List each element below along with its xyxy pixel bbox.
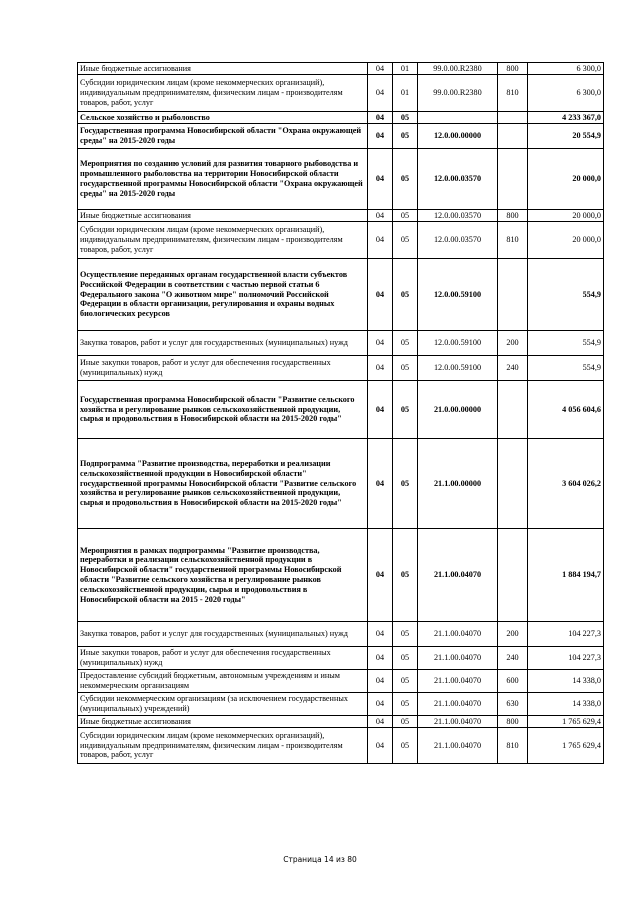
table-row <box>78 716 604 728</box>
item-name-cell: Субсидии юридическим лицам (кроме некоммерческих организаций), индивидуальным предпринимателям, физическим лицам - производителям товаров, работ, услуг <box>78 728 368 764</box>
table-row <box>78 647 604 670</box>
expense-type-cell: 240 <box>498 647 528 670</box>
subsection-code-cell: 05 <box>393 693 418 716</box>
amount-cell: 20 554,9 <box>528 124 604 149</box>
subsection-code-cell: 01 <box>393 75 418 112</box>
section-code-cell: 04 <box>368 112 393 124</box>
amount-cell: 554,9 <box>528 356 604 381</box>
table-row <box>78 112 604 124</box>
item-name-cell: Мероприятия в рамках подпрограммы "Развитие производства, переработки и реализации сельскохозяйственной продукции в Новосибирской области" государственной программы Новосибирской области "Развитие сельского хозяйства и регулирование рынков сельскохозяйственной продукции, сырья и продовольствия в Новосибирской области на 2015 - 2020 годы" <box>78 529 368 622</box>
target-article-cell: 21.1.00.04070 <box>418 529 498 622</box>
amount-cell: 1 765 629,4 <box>528 716 604 728</box>
expense-type-cell <box>498 149 528 210</box>
amount-cell: 104 227,3 <box>528 647 604 670</box>
target-article-cell: 12.0.00.03570 <box>418 210 498 222</box>
subsection-code-cell: 05 <box>393 647 418 670</box>
expense-type-cell <box>498 124 528 149</box>
table-row <box>78 331 604 356</box>
section-code-cell: 04 <box>368 356 393 381</box>
section-code-cell: 04 <box>368 75 393 112</box>
target-article-cell: 21.1.00.04070 <box>418 647 498 670</box>
subsection-code-cell: 05 <box>393 222 418 259</box>
expense-type-cell <box>498 112 528 124</box>
amount-cell: 6 300,0 <box>528 63 604 75</box>
subsection-code-cell: 05 <box>393 210 418 222</box>
expense-type-cell: 800 <box>498 210 528 222</box>
item-name-cell: Иные бюджетные ассигнования <box>78 210 368 222</box>
target-article-cell: 12.0.00.59100 <box>418 331 498 356</box>
section-code-cell: 04 <box>368 670 393 693</box>
expense-type-cell: 810 <box>498 728 528 764</box>
section-code-cell: 04 <box>368 210 393 222</box>
expense-type-cell <box>498 439 528 529</box>
page-footer: Страница 14 из 80 <box>283 855 357 864</box>
amount-cell: 1 884 194,7 <box>528 529 604 622</box>
subsection-code-cell: 05 <box>393 356 418 381</box>
table-row <box>78 210 604 222</box>
subsection-code-cell: 05 <box>393 381 418 439</box>
section-code-cell: 04 <box>368 124 393 149</box>
subsection-code-cell: 05 <box>393 331 418 356</box>
item-name-cell: Иные бюджетные ассигнования <box>78 63 368 75</box>
subsection-code-cell: 05 <box>393 728 418 764</box>
table-row <box>78 356 604 381</box>
target-article-cell: 99.0.00.R2380 <box>418 63 498 75</box>
target-article-cell: 21.1.00.04070 <box>418 622 498 647</box>
target-article-cell: 21.1.00.04070 <box>418 728 498 764</box>
subsection-code-cell: 05 <box>393 622 418 647</box>
table-row <box>78 149 604 210</box>
amount-cell: 104 227,3 <box>528 622 604 647</box>
amount-cell: 4 056 604,6 <box>528 381 604 439</box>
section-code-cell: 04 <box>368 693 393 716</box>
target-article-cell: 12.0.00.00000 <box>418 124 498 149</box>
section-code-cell: 04 <box>368 622 393 647</box>
section-code-cell: 04 <box>368 63 393 75</box>
amount-cell: 4 233 367,0 <box>528 112 604 124</box>
item-name-cell: Закупка товаров, работ и услуг для государственных (муниципальных) нужд <box>78 331 368 356</box>
item-name-cell: Субсидии некоммерческим организациям (за исключением государственных (муниципальных) учреждений) <box>78 693 368 716</box>
expense-type-cell: 810 <box>498 75 528 112</box>
expense-type-cell: 240 <box>498 356 528 381</box>
expense-type-cell: 200 <box>498 331 528 356</box>
subsection-code-cell: 05 <box>393 124 418 149</box>
item-name-cell: Субсидии юридическим лицам (кроме некоммерческих организаций), индивидуальным предпринимателям, физическим лицам - производителям товаров, работ, услуг <box>78 222 368 259</box>
expense-type-cell <box>498 259 528 331</box>
item-name-cell: Закупка товаров, работ и услуг для государственных (муниципальных) нужд <box>78 622 368 647</box>
section-code-cell: 04 <box>368 439 393 529</box>
target-article-cell: 12.0.00.03570 <box>418 222 498 259</box>
amount-cell: 20 000,0 <box>528 149 604 210</box>
expense-type-cell: 810 <box>498 222 528 259</box>
target-article-cell: 21.1.00.00000 <box>418 439 498 529</box>
expense-type-cell: 800 <box>498 63 528 75</box>
target-article-cell: 12.0.00.59100 <box>418 259 498 331</box>
section-code-cell: 04 <box>368 331 393 356</box>
section-code-cell: 04 <box>368 728 393 764</box>
item-name-cell: Подпрограмма "Развитие производства, переработки и реализации сельскохозяйственной продукции в Новосибирской области" государственной программы Новосибирской области "Развитие сельского хозяйства и регулирование рынков сельскохозяйственной продукции, сырья и продовольствия в Новосибирской области на 2015-2020 годы" <box>78 439 368 529</box>
item-name-cell: Иные закупки товаров, работ и услуг для обеспечения государственных (муниципальных) нужд <box>78 647 368 670</box>
subsection-code-cell: 05 <box>393 259 418 331</box>
section-code-cell: 04 <box>368 647 393 670</box>
section-code-cell: 04 <box>368 381 393 439</box>
item-name-cell: Субсидии юридическим лицам (кроме некоммерческих организаций), индивидуальным предпринимателям, физическим лицам - производителям товаров, работ, услуг <box>78 75 368 112</box>
table-row <box>78 75 604 112</box>
expense-type-cell: 200 <box>498 622 528 647</box>
expense-type-cell <box>498 381 528 439</box>
subsection-code-cell: 05 <box>393 149 418 210</box>
amount-cell: 14 338,0 <box>528 670 604 693</box>
table-row <box>78 728 604 764</box>
table-row <box>78 63 604 75</box>
amount-cell: 554,9 <box>528 259 604 331</box>
amount-cell: 6 300,0 <box>528 75 604 112</box>
target-article-cell: 21.1.00.04070 <box>418 670 498 693</box>
table-row <box>78 622 604 647</box>
table-row <box>78 259 604 331</box>
subsection-code-cell: 05 <box>393 670 418 693</box>
target-article-cell <box>418 112 498 124</box>
amount-cell: 3 604 026,2 <box>528 439 604 529</box>
amount-cell: 554,9 <box>528 331 604 356</box>
item-name-cell: Государственная программа Новосибирской области "Развитие сельского хозяйства и регулирование рынков сельскохозяйственной продукции, сырья и продовольствия в Новосибирской области на 2015-2020 годы" <box>78 381 368 439</box>
amount-cell: 20 000,0 <box>528 210 604 222</box>
item-name-cell: Иные закупки товаров, работ и услуг для обеспечения государственных (муниципальных) нужд <box>78 356 368 381</box>
expense-type-cell <box>498 529 528 622</box>
table-row <box>78 222 604 259</box>
subsection-code-cell: 01 <box>393 63 418 75</box>
amount-cell: 14 338,0 <box>528 693 604 716</box>
table-row <box>78 381 604 439</box>
item-name-cell: Сельское хозяйство и рыболовство <box>78 112 368 124</box>
subsection-code-cell: 05 <box>393 439 418 529</box>
expense-type-cell: 800 <box>498 716 528 728</box>
budget-table <box>77 62 604 764</box>
item-name-cell: Иные бюджетные ассигнования <box>78 716 368 728</box>
section-code-cell: 04 <box>368 716 393 728</box>
target-article-cell: 21.0.00.00000 <box>418 381 498 439</box>
table-row <box>78 124 604 149</box>
item-name-cell: Мероприятия по созданию условий для развития товарного рыбоводства и промышленного рыболовства на территории Новосибирской области государственной программы Новосибирской области "Охрана окружающей среды" на 2015-2020 годы <box>78 149 368 210</box>
section-code-cell: 04 <box>368 222 393 259</box>
amount-cell: 1 765 629,4 <box>528 728 604 764</box>
target-article-cell: 99.0.00.R2380 <box>418 75 498 112</box>
section-code-cell: 04 <box>368 529 393 622</box>
table-row <box>78 529 604 622</box>
section-code-cell: 04 <box>368 149 393 210</box>
table-row <box>78 439 604 529</box>
expense-type-cell: 600 <box>498 670 528 693</box>
subsection-code-cell: 05 <box>393 112 418 124</box>
item-name-cell: Осуществление переданных органам государственной власти субъектов Российской Федерации в соответствии с частью первой статьи 6 Федерального закона "О животном мире" полномочий Российской Федерации в области организации, регулирования и охраны водных биологических ресурсов <box>78 259 368 331</box>
target-article-cell: 12.0.00.59100 <box>418 356 498 381</box>
target-article-cell: 12.0.00.03570 <box>418 149 498 210</box>
item-name-cell: Государственная программа Новосибирской области "Охрана окружающей среды" на 2015-2020 годы <box>78 124 368 149</box>
amount-cell: 20 000,0 <box>528 222 604 259</box>
expense-type-cell: 630 <box>498 693 528 716</box>
table-row <box>78 693 604 716</box>
subsection-code-cell: 05 <box>393 529 418 622</box>
target-article-cell: 21.1.00.04070 <box>418 693 498 716</box>
item-name-cell: Предоставление субсидий бюджетным, автономным учреждениям и иным некоммерческим организациям <box>78 670 368 693</box>
subsection-code-cell: 05 <box>393 716 418 728</box>
target-article-cell: 21.1.00.04070 <box>418 716 498 728</box>
section-code-cell: 04 <box>368 259 393 331</box>
table-row <box>78 670 604 693</box>
